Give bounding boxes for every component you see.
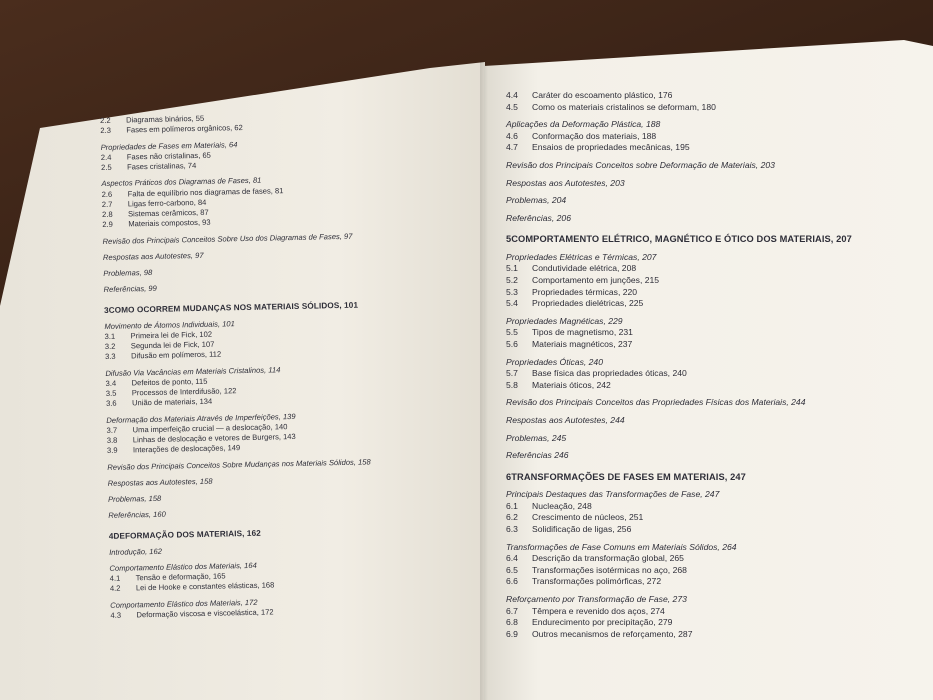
entry-number: 3.5 <box>105 388 117 399</box>
toc-entry <box>506 501 916 513</box>
heading-text: Problemas, 158 <box>107 493 162 504</box>
toc-section-heading <box>103 245 473 263</box>
toc-section-heading <box>506 489 916 501</box>
entry-number: 3.8 <box>106 435 118 445</box>
chapter-title: COMO OCORREM MUDANÇAS NOS MATERIAIS SÓLIDOS, 101 <box>108 300 359 315</box>
toc-section-heading <box>108 487 478 505</box>
toc-section-heading <box>506 119 916 131</box>
entry-title: Fases cristalinas, 74 <box>126 160 197 172</box>
entry-title: Fases em polímeros orgânicos, 62 <box>126 123 243 135</box>
entry-number: 5.6 <box>506 339 518 350</box>
entry-number: 4.4 <box>506 90 518 100</box>
entry-title: Nucleação, 248 <box>532 500 592 511</box>
entry-number: 2.2 <box>100 115 111 125</box>
toc-section-heading <box>506 433 916 445</box>
heading-text: Revisão dos Principais Conceitos das Propriedades Físicas dos Materiais, 244 <box>506 397 806 408</box>
heading-text: Respostas aos Autotestes, 244 <box>506 414 625 425</box>
chapter-number: 6 <box>506 471 512 482</box>
entry-number: 5.8 <box>506 379 518 390</box>
entry-title: Defeitos de ponto, 115 <box>131 376 208 388</box>
heading-text: Deformação dos Materiais Através de Imperfeições, 139 <box>106 411 296 425</box>
toc-entry <box>506 298 916 310</box>
heading-text: Revisão dos Principais Conceitos Sobre Uso dos Diagramas de Fases, 97 <box>102 231 353 246</box>
toc-entry <box>506 131 916 143</box>
toc-entry <box>506 275 916 287</box>
entry-number: 3.3 <box>104 352 116 362</box>
entry-number: 2.7 <box>101 199 113 209</box>
entry-number: 2.4 <box>100 152 112 162</box>
entry-number: 5.3 <box>506 286 518 297</box>
entry-title: Falta de equilíbrio nos diagramas de fases, 81 <box>127 185 284 198</box>
chapter-number: 3 <box>103 305 109 315</box>
entry-number: 6.6 <box>506 576 518 587</box>
toc-section-heading <box>506 450 916 462</box>
entry-title: Crescimento de núcleos, 251 <box>532 512 644 523</box>
heading-text: Problemas, 204 <box>506 195 567 206</box>
entry-number: 6.3 <box>506 524 518 535</box>
entry-number: 2.9 <box>102 220 113 230</box>
entry-title: Lei de Hooke e constantes elásticas, 168 <box>135 580 275 593</box>
chapter-number: 5 <box>506 234 512 245</box>
heading-text: Propriedades Óticas, 240 <box>506 356 603 367</box>
heading-text: Problemas, 98 <box>103 267 153 278</box>
entry-title: Processos de Interdifusão, 122 <box>131 386 237 398</box>
toc-chapter <box>506 233 916 246</box>
entry-title: Transformações isotérmicas no aço, 268 <box>532 564 687 575</box>
right-page-toc <box>506 90 916 640</box>
toc-entry <box>506 102 916 114</box>
toc-section-heading <box>506 594 916 606</box>
toc-entry <box>506 380 916 392</box>
toc-section-heading <box>506 195 916 207</box>
toc-entry <box>506 565 916 577</box>
entry-title: Outros mecanismos de reforçamento, 287 <box>532 628 693 639</box>
entry-title: Solidificação de ligas, 256 <box>532 524 632 535</box>
heading-text: Respostas aos Autotestes, 97 <box>102 250 204 262</box>
book-spine <box>480 60 488 700</box>
chapter-number: 4 <box>108 531 114 541</box>
toc-entry <box>506 90 916 102</box>
toc-entry <box>506 553 916 565</box>
toc-entry <box>506 629 916 641</box>
entry-number: 5.4 <box>506 298 518 309</box>
entry-number: 5.2 <box>506 275 518 286</box>
entry-number: 5.7 <box>506 368 518 379</box>
toc-section-heading <box>107 455 477 473</box>
toc-entry <box>506 576 916 588</box>
heading-text: Referências, 206 <box>506 212 571 223</box>
toc-section-heading <box>103 229 473 247</box>
heading-text: Respostas aos Autotestes, 203 <box>506 177 625 188</box>
entry-title: Conformação dos materiais, 188 <box>532 130 657 141</box>
entry-number: 5.1 <box>506 263 518 274</box>
toc-entry <box>506 606 916 618</box>
toc-entry <box>506 617 916 629</box>
toc-section-heading <box>104 277 474 295</box>
entry-number: 3.7 <box>106 425 118 435</box>
chapter-title: TRANSFORMAÇÕES DE FASES EM MATERIAIS, 247 <box>511 471 746 482</box>
entry-title: Caráter do escoamento plástico, 176 <box>532 90 673 100</box>
entry-number: 6.5 <box>506 564 518 575</box>
heading-text: Reforçamento por Transformação de Fase, 273 <box>506 594 687 605</box>
toc-section-heading <box>506 357 916 369</box>
toc-section-heading <box>108 471 478 489</box>
left-page-toc <box>100 108 480 621</box>
toc-section-heading <box>506 213 916 225</box>
chapter-title: DEFORMAÇÃO DOS MATERIAIS, 162 <box>113 528 261 541</box>
heading-text: Propriedades Elétricas e Térmicas, 207 <box>506 251 657 262</box>
entry-title: Materiais compostos, 93 <box>128 217 211 229</box>
entry-title: Base física das propriedades óticas, 240 <box>532 368 687 379</box>
heading-text: Principais Destaques das Transformações de Fase, 247 <box>506 489 720 500</box>
toc-chapter <box>104 297 474 316</box>
heading-text: Aspectos Práticos dos Diagramas de Fases, 81 <box>101 175 262 189</box>
entry-number: 3.6 <box>105 399 117 409</box>
toc-section-heading <box>103 261 473 279</box>
entry-number: 4.6 <box>506 130 518 141</box>
entry-title: Tipos de magnetismo, 231 <box>532 327 633 338</box>
entry-number: 2.6 <box>101 189 113 199</box>
entry-title: Materiais magnéticos, 237 <box>532 339 633 350</box>
toc-entry <box>506 287 916 299</box>
heading-text: Referências, 160 <box>108 510 166 521</box>
entry-title: Ensaios de propriedades mecânicas, 195 <box>532 142 690 153</box>
entry-title: Ligas ferro-carbono, 84 <box>127 197 207 209</box>
toc-section-heading <box>506 252 916 264</box>
entry-title: Propriedades dielétricas, 225 <box>532 298 644 309</box>
entry-number: 4.3 <box>110 610 122 620</box>
heading-text: Revisão dos Principais Conceitos Sobre Mudanças nos Materiais Sólidos, 158 <box>107 456 371 472</box>
entry-title: Interações de deslocações, 149 <box>132 443 241 455</box>
entry-title: Diagramas binários, 55 <box>125 113 205 125</box>
toc-entry <box>506 512 916 524</box>
toc-entry <box>506 142 916 154</box>
entry-title: Condutividade elétrica, 208 <box>532 263 637 274</box>
heading-text: Movimento de Átomos Individuais, 101 <box>104 318 235 331</box>
entry-number: 2.5 <box>100 162 112 172</box>
entry-number: 4.1 <box>109 573 121 584</box>
entry-number: 6.8 <box>506 617 518 628</box>
entry-title: Tensão e deformação, 165 <box>135 571 226 583</box>
toc-entry <box>506 339 916 351</box>
entry-title: Difusão em polímeros, 112 <box>130 349 222 361</box>
entry-title: Primeira lei de Fick, 102 <box>130 329 213 341</box>
heading-text: Propriedades Magnéticas, 229 <box>506 315 623 326</box>
entry-number: 4.5 <box>506 101 518 112</box>
entry-number: 6.1 <box>506 500 518 511</box>
entry-number: 3.4 <box>105 378 117 388</box>
entry-number: 6.4 <box>506 553 518 564</box>
entry-number: 3.1 <box>104 331 116 341</box>
heading-text: Revisão dos Principais Conceitos sobre Deformação de Materiais, 203 <box>506 159 775 170</box>
entry-title: Transformações polimórficas, 272 <box>532 576 662 587</box>
entry-number: 6.2 <box>506 512 518 523</box>
entry-number: 3.2 <box>104 341 116 352</box>
entry-number: 2.8 <box>101 209 113 219</box>
entry-number: 4.7 <box>506 142 518 153</box>
toc-entry <box>506 263 916 275</box>
toc-section-heading <box>108 503 478 521</box>
entry-number: 4.2 <box>109 584 121 594</box>
entry-title: Descrição da transformação global, 265 <box>532 553 684 564</box>
heading-text: Aplicações da Deformação Plástica, 188 <box>506 119 661 130</box>
toc-entry <box>506 368 916 380</box>
heading-text: Transformações de Fase Comuns em Materiais Sólidos, 264 <box>506 541 737 552</box>
toc-section-heading <box>506 160 916 172</box>
heading-text: Comportamento Elástico dos Materiais, 164 <box>109 560 257 573</box>
toc-chapter <box>109 523 479 542</box>
entry-title: Como os materiais cristalinos se deformam, 180 <box>532 101 716 112</box>
toc-chapter <box>506 471 916 484</box>
toc-section-heading <box>506 397 916 409</box>
toc-entry <box>506 327 916 339</box>
heading-text: Propriedades de Fases em Materiais, 64 <box>100 139 238 152</box>
entry-title: Linhas de deslocação e vetores de Burgers, 143 <box>132 432 296 445</box>
entry-title: Sistemas cerâmicos, 87 <box>127 207 209 219</box>
heading-text: Problemas, 245 <box>506 432 567 443</box>
entry-title: Comportamento em junções, 215 <box>532 275 660 286</box>
entry-number: 6.9 <box>506 628 518 639</box>
heading-text: Difusão Via Vacâncias em Materiais Cristalinos, 114 <box>105 364 281 378</box>
entry-title: Uma imperfeição crucial — a deslocação, 140 <box>132 421 288 435</box>
entry-number: 2.3 <box>100 126 111 136</box>
entry-title: União de materiais, 134 <box>131 397 213 408</box>
toc-section-heading <box>506 415 916 427</box>
heading-text: Comportamento Elástico dos Materiais, 172 <box>110 597 258 610</box>
heading-text: Referências, 99 <box>103 284 157 295</box>
toc-section-heading <box>506 542 916 554</box>
entry-title: Propriedades térmicas, 220 <box>532 286 638 297</box>
heading-text: Respostas aos Autotestes, 158 <box>107 476 213 488</box>
entry-number: 3.9 <box>106 446 118 456</box>
entry-title: Deformação viscosa e viscoelástica, 172 <box>136 607 274 620</box>
heading-text: Referências 246 <box>506 450 569 461</box>
entry-number: 6.7 <box>506 605 518 616</box>
toc-section-heading <box>109 540 479 558</box>
toc-section-heading <box>506 178 916 190</box>
entry-title: Têmpera e revenido dos aços, 274 <box>532 605 665 616</box>
entry-title: Segunda lei de Fick, 107 <box>130 339 215 351</box>
heading-text: Introdução, 162 <box>109 546 162 557</box>
entry-title: Endurecimento por precipitação, 279 <box>532 617 673 628</box>
chapter-title: COMPORTAMENTO ELÉTRICO, MAGNÉTICO E ÓTICO DOS MATERIAIS, 207 <box>511 234 852 245</box>
entry-title: Materiais óticos, 242 <box>532 379 611 390</box>
toc-entry <box>506 524 916 536</box>
toc-section-heading <box>506 316 916 328</box>
entry-number: 5.5 <box>506 327 518 338</box>
entry-title: Fases não cristalinas, 65 <box>126 150 211 162</box>
